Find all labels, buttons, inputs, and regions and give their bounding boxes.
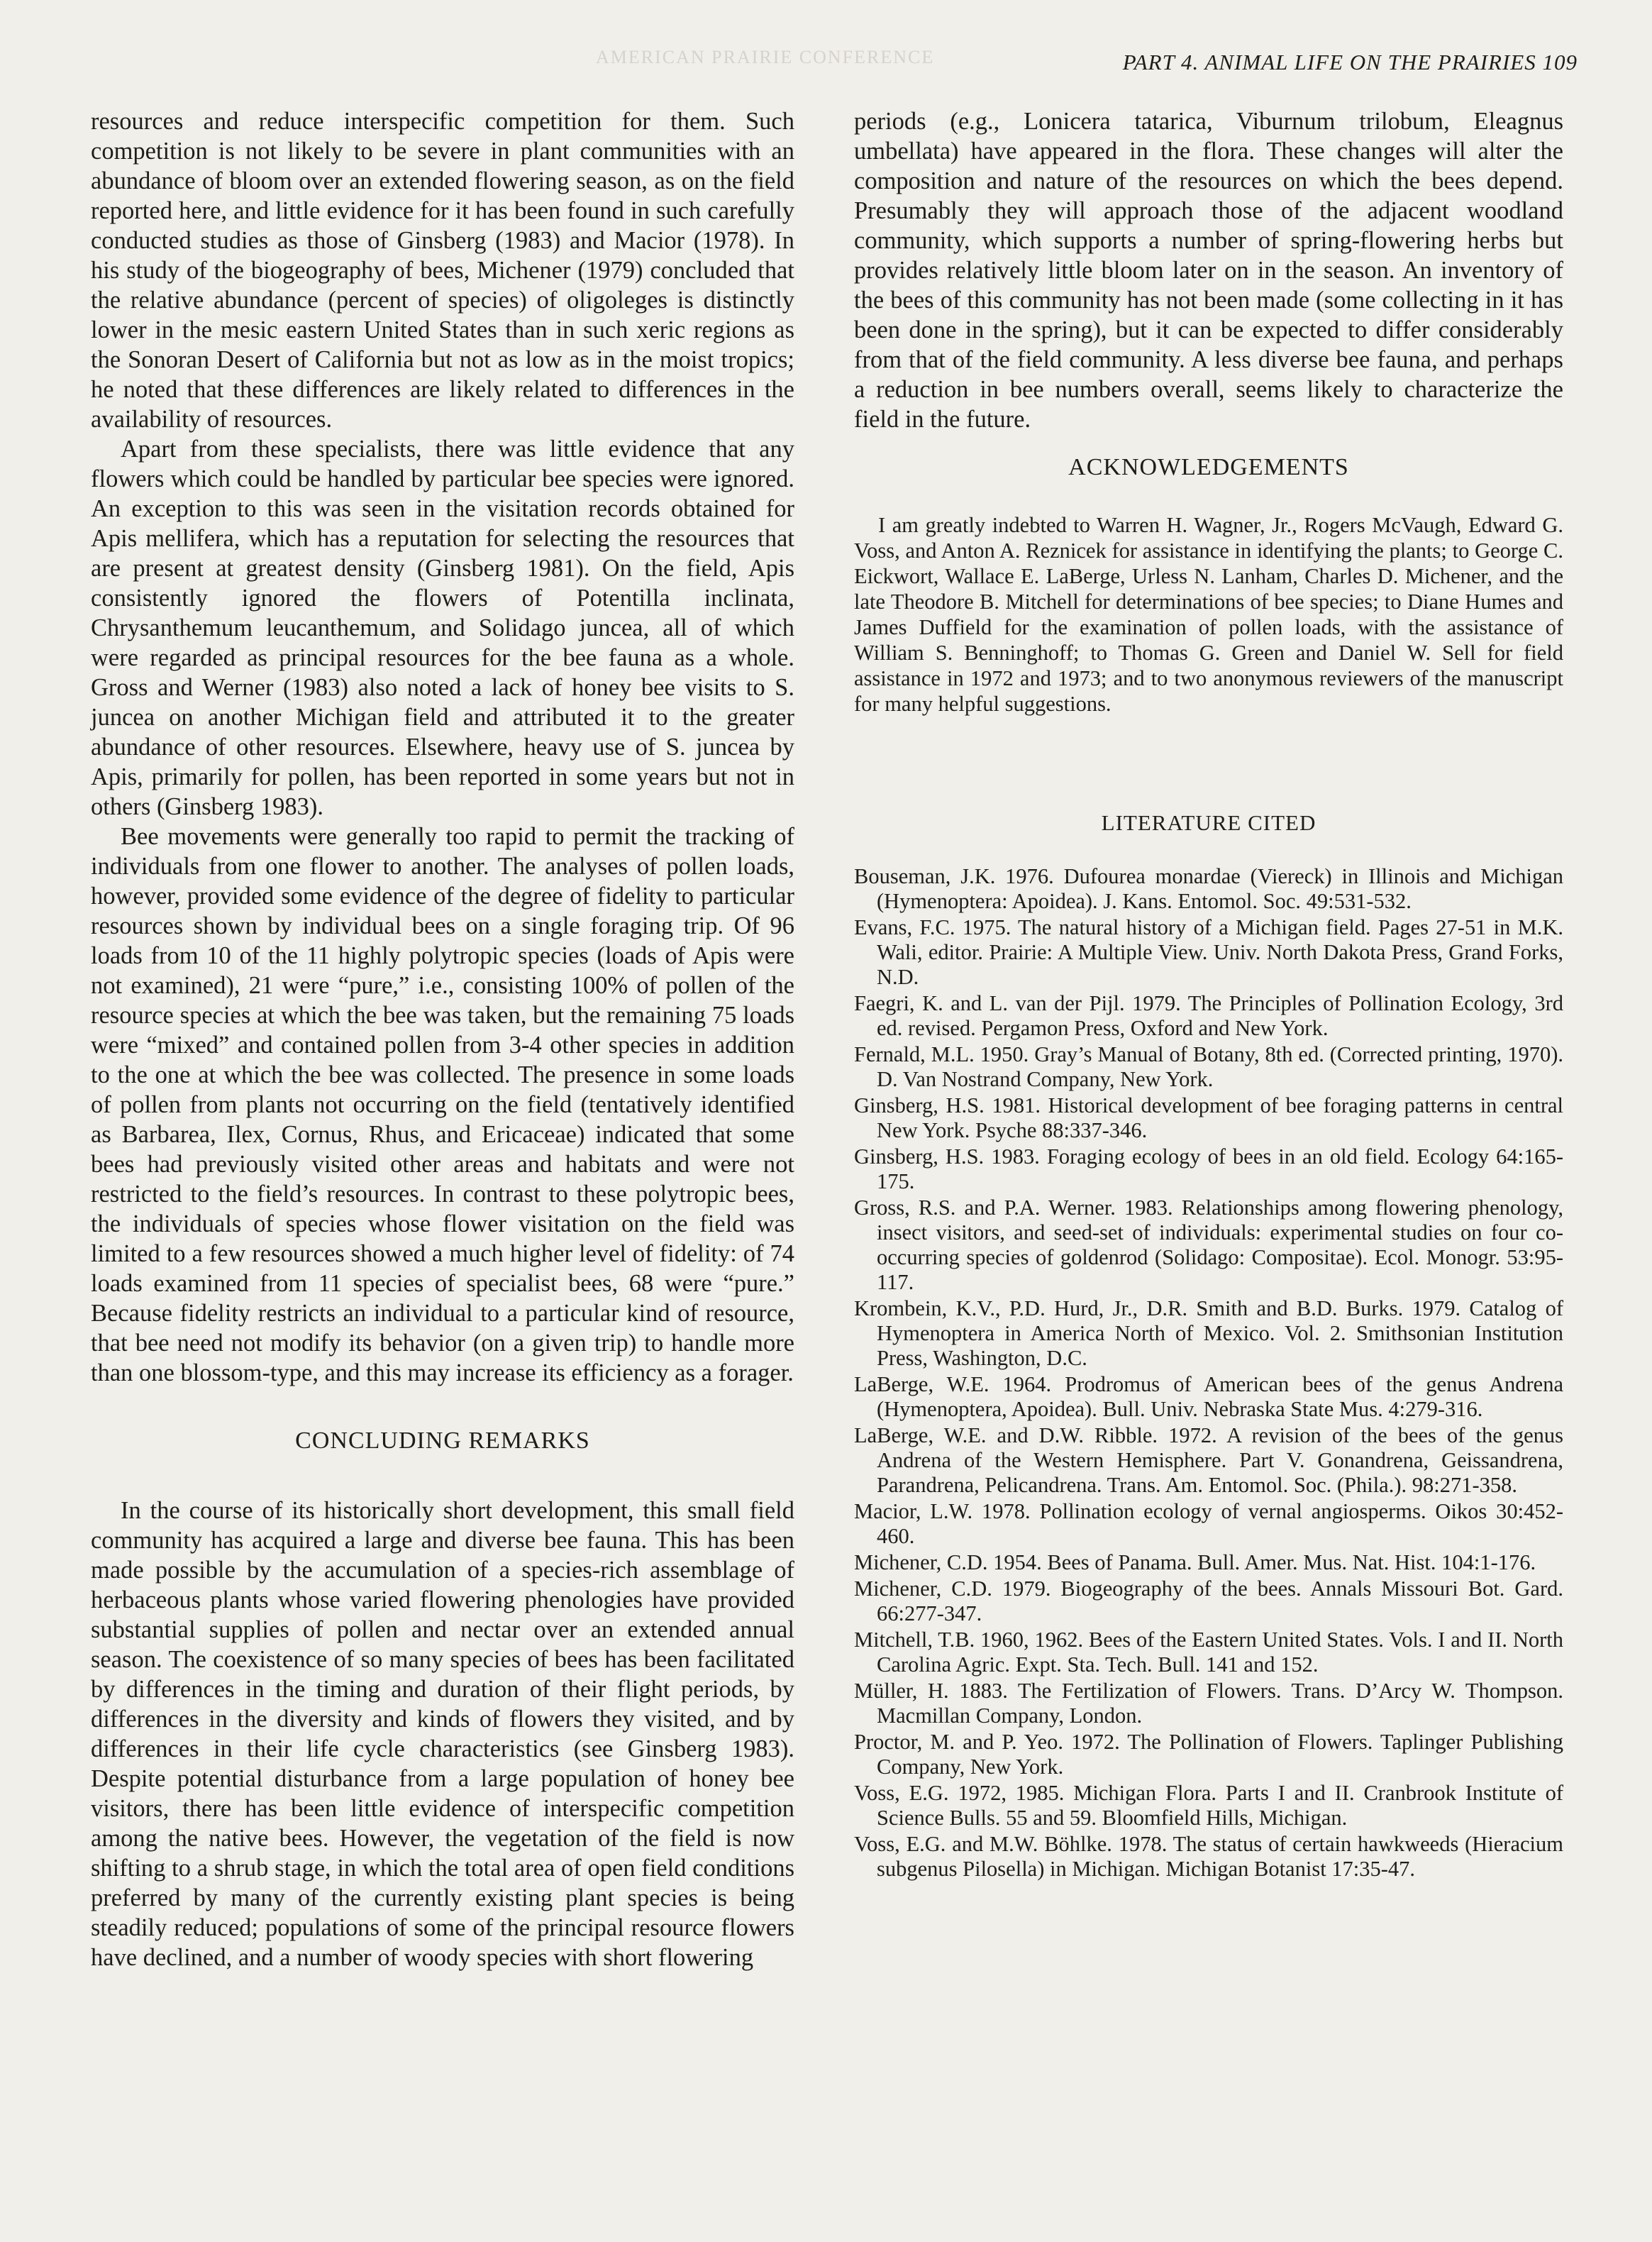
reference-item: Voss, E.G. and M.W. Böhlke. 1978. The status of certain hawkweeds (Hieracium subgenus Pilosella) in Michigan. Michigan Botanist 17:35-47. (854, 1832, 1563, 1881)
left-column (91, 106, 794, 1972)
reference-item: Mitchell, T.B. 1960, 1962. Bees of the Eastern United States. Vols. I and II. North Carolina Agric. Expt. Sta. Tech. Bull. 141 and 152. (854, 1628, 1563, 1677)
paragraph: Apart from these specialists, there was little evidence that any flowers which could be handled by particular bee species were ignored. An exception to this was seen in the visitation records obtained for Apis mellifera, which has a reputation for selecting the resources that are present at greatest density (Ginsberg 1981). On the field, Apis consistently ignored the flowers of Potentilla inclinata, Chrysanthemum leucanthemum, and Solidago juncea, all of which were regarded as principal resources for the bee fauna as a whole. Gross and Werner (1983) also noted a lack of honey bee visits to S. juncea on another Michigan field and attributed it to the greater abundance of other resources. Elsewhere, heavy use of S. juncea by Apis, primarily for pollen, has been reported in some years but not in others (Ginsberg 1983). (91, 436, 794, 820)
reference-item: Ginsberg, H.S. 1983. Foraging ecology of bees in an old field. Ecology 64:165-175. (854, 1144, 1563, 1193)
reference-item: Macior, L.W. 1978. Pollination ecology of vernal angiosperms. Oikos 30:452-460. (854, 1499, 1563, 1548)
bleed-through-header: AMERICAN PRAIRIE CONFERENCE (596, 47, 935, 67)
reference-item: Gross, R.S. and P.A. Werner. 1983. Relationships among flowering phenology, insect visitors, and seed-set of individuals: experimental studies on four co-occurring species of goldenrod (Solidago: Compositae). Ecol. Monogr. 53:95-117. (854, 1195, 1563, 1294)
paragraph: Bee movements were generally too rapid to permit the tracking of individuals from one flower to another. The analyses of pollen loads, however, provided some evidence of the degree of fidelity to particular resources shown by individual bees on a single foraging trip. Of 96 loads from 10 of the 11 highly polytropic species (loads of Apis were not examined), 21 were “pure,” i.e., consisting 100% of pollen of the resource species at which the bee was taken, but the remaining 75 loads were “mixed” and contained pollen from 3-4 other species in addition to the one at which the bee was collected. The presence in some loads of pollen from plants not occurring on the field (tentatively identified as Barbarea, Ilex, Cornus, Rhus, and Ericaceae) indicated that some bees had previously visited other areas and habitats and were not restricted to the field’s resources. In contrast to these polytropic bees, the individuals of species whose flower visitation on the field was limited to a few resources showed a much higher level of fidelity: of 74 loads examined from 11 species of specialist bees, 68 were “pure.” Because fidelity restricts an individual to a particular kind of resource, that bee need not modify its behavior (on a given trip) to handle more than one blossom-type, and this may increase its efficiency as a forager. (91, 823, 794, 1386)
literature-cited-heading: LITERATURE CITED (1101, 810, 1316, 835)
reference-item: Ginsberg, H.S. 1981. Historical development of bee foraging patterns in central New York. Psyche 88:337-346. (854, 1093, 1563, 1142)
reference-item: Faegri, K. and L. van der Pijl. 1979. The Principles of Pollination Ecology, 3rd ed. revised. Pergamon Press, Oxford and New York. (854, 991, 1563, 1040)
paragraph: resources and reduce interspecific competition for them. Such competition is not likely to be severe in plant communities with an abundance of bloom over an extended flowering season, as on the field reported here, and little evidence for it has been found in such carefully conducted studies as those of Ginsberg (1983) and Macior (1978). In his study of the biogeography of bees, Michener (1979) concluded that the relative abundance (percent of species) of oligoleges is distinctly lower in the mesic eastern United States than in such xeric regions as the Sonoran Desert of California but not as low as in the moist tropics; he noted that these differences are likely related to differences in the availability of resources. (91, 108, 794, 433)
reference-item: Proctor, M. and P. Yeo. 1972. The Pollination of Flowers. Taplinger Publishing Company, New York. (854, 1730, 1563, 1779)
reference-item: Voss, E.G. 1972, 1985. Michigan Flora. Parts I and II. Cranbrook Institute of Science Bulls. 55 and 59. Bloomfield Hills, Michigan. (854, 1781, 1563, 1830)
reference-item: Bouseman, J.K. 1976. Dufourea monardae (Viereck) in Illinois and Michigan (Hymenoptera: Apoidea). J. Kans. Entomol. Soc. 49:531-532. (854, 864, 1563, 913)
reference-item: Evans, F.C. 1975. The natural history of a Michigan field. Pages 27-51 in M.K. Wali, editor. Prairie: A Multiple View. Univ. North Dakota Press, Grand Forks, N.D. (854, 915, 1563, 989)
paragraph: In the course of its historically short development, this small field community has acquired a large and diverse bee fauna. This has been made possible by the accumulation of a species-rich assemblage of herbaceous plants whose varied flowering phenologies have provided substantial supplies of pollen and nectar over an extended annual season. The coexistence of so many species of bees has been facilitated by differences in the timing and duration of their flight periods, by differences in the diversity and kinds of flowers they visited, and by differences in their life cycle characteristics (see Ginsberg 1983). Despite potential disturbance from a large population of honey bee visitors, there has been little evidence of interspecific competition among the native bees. However, the vegetation of the field is now shifting to a shrub stage, in which the total area of open field conditions preferred by many of the currently existing plant species is being steadily reduced; populations of some of the principal resource flowers have declined, and a number of woody species with short flowering (91, 1497, 794, 1971)
acknowledgements-heading: ACKNOWLEDGEMENTS (1068, 454, 1349, 480)
right-column (854, 106, 1563, 1883)
reference-item: Müller, H. 1883. The Fertilization of Flowers. Trans. D’Arcy W. Thompson. Macmillan Company, London. (854, 1679, 1563, 1728)
acknowledgements-text: I am greatly indebted to Warren H. Wagner, Jr., Rogers McVaugh, Edward G. Voss, and Anton A. Reznicek for assistance in identifying the plants; to George C. Eickwort, Wallace E. LaBerge, Urless N. Lanham, Charles D. Michener, and the late Theodore B. Mitchell for determinations of bee species; to Diane Humes and James Duffield for the examination of pollen loads, with the assistance of William S. Benninghoff; to Thomas G. Green and Daniel W. Sell for field assistance in 1972 and 1973; and to two anonymous reviewers of the manuscript for many helpful suggestions. (854, 513, 1563, 716)
reference-item: Fernald, M.L. 1950. Gray’s Manual of Botany, 8th ed. (Corrected printing, 1970). D. Van Nostrand Company, New York. (854, 1042, 1563, 1091)
reference-item: LaBerge, W.E. 1964. Prodromus of American bees of the genus Andrena (Hymenoptera, Apoidea). Bull. Univ. Nebraska State Mus. 4:279-316. (854, 1372, 1563, 1421)
reference-list (854, 864, 1563, 1882)
reference-item: LaBerge, W.E. and D.W. Ribble. 1972. A revision of the bees of the genus Andrena of the Western Hemisphere. Part V. Gonandrena, Geissandrena, Parandrena, Pelicandrena. Trans. Am. Entomol. Soc. (Phila.). 98:271-358. (854, 1423, 1563, 1497)
reference-item: Krombein, K.V., P.D. Hurd, Jr., D.R. Smith and B.D. Burks. 1979. Catalog of Hymenoptera in America North of Mexico. Vol. 2. Smithsonian Institution Press, Washington, D.C. (854, 1296, 1563, 1370)
concluding-remarks-heading: CONCLUDING REMARKS (295, 1428, 590, 1454)
paragraph: periods (e.g., Lonicera tatarica, Viburnum trilobum, Eleagnus umbellata) have appeared in the flora. These changes will alter the composition and nature of the resources on which the bees depend. Presumably they will approach those of the adjacent woodland community, which supports a number of spring-flowering herbs but provides relatively little bloom later on in the season. An inventory of the bees of this community has not been made (some collecting in it has been done in the spring), but it can be expected to differ considerably from that of the field community. A less diverse bee fauna, and perhaps a reduction in bee numbers overall, seems likely to characterize the field in the future. (854, 108, 1563, 433)
reference-item: Michener, C.D. 1954. Bees of Panama. Bull. Amer. Mus. Nat. Hist. 104:1-176. (854, 1550, 1536, 1574)
reference-item: Michener, C.D. 1979. Biogeography of the bees. Annals Missouri Bot. Gard. 66:277-347. (854, 1576, 1563, 1625)
running-head: PART 4. ANIMAL LIFE ON THE PRAIRIES 109 (1122, 50, 1578, 74)
